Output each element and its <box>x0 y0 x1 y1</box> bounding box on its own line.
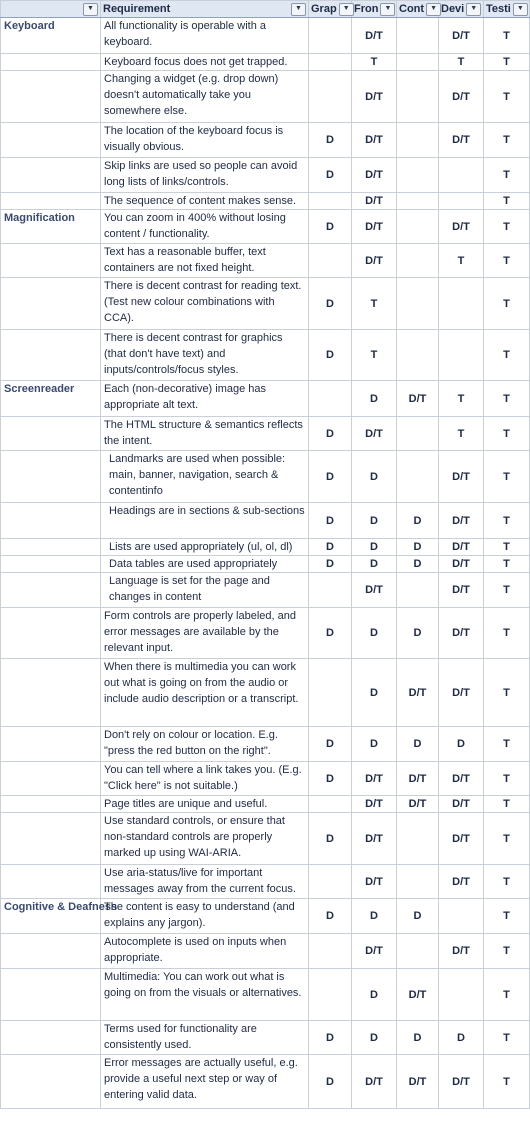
graphic-cell[interactable]: D <box>309 727 352 762</box>
requirement-cell[interactable]: There is decent contrast for reading text. (Test new colour combinations with CCA). <box>101 278 309 330</box>
front-cell[interactable]: D/T <box>352 796 397 813</box>
testing-cell[interactable]: T <box>484 539 530 556</box>
front-cell[interactable]: D/T <box>352 210 397 244</box>
requirement-cell[interactable]: When there is multimedia you can work out what is going on from the audio or include audio description or a transcript. <box>101 659 309 727</box>
testing-cell[interactable]: T <box>484 969 530 1021</box>
category-cell[interactable] <box>1 1021 101 1055</box>
testing-cell[interactable]: T <box>484 381 530 417</box>
content-cell[interactable] <box>397 123 439 158</box>
content-cell[interactable] <box>397 54 439 71</box>
content-cell[interactable]: D/T <box>397 659 439 727</box>
front-cell[interactable]: D/T <box>352 1055 397 1109</box>
table-row <box>1 193 530 210</box>
table-row <box>1 71 530 123</box>
testing-cell[interactable]: T <box>484 573 530 608</box>
requirement-cell[interactable]: The HTML structure & semantics reflects the intent. <box>101 417 309 451</box>
table-row <box>1 813 530 865</box>
table-row <box>1 158 530 193</box>
filter-dropdown-icon[interactable]: ▼ <box>513 3 528 16</box>
content-cell[interactable] <box>397 244 439 278</box>
table-body <box>1 18 530 1109</box>
testing-cell[interactable]: T <box>484 934 530 969</box>
category-cell[interactable]: Magnification <box>1 210 101 244</box>
testing-cell[interactable]: T <box>484 659 530 727</box>
front-cell[interactable]: D <box>352 539 397 556</box>
testing-cell[interactable]: T <box>484 417 530 451</box>
filter-dropdown-icon[interactable]: ▼ <box>466 3 481 16</box>
graphic-cell[interactable]: D <box>309 539 352 556</box>
front-cell[interactable]: D <box>352 503 397 539</box>
dev-cell[interactable] <box>439 330 484 381</box>
table-row <box>1 762 530 796</box>
content-cell[interactable]: D <box>397 727 439 762</box>
dev-cell[interactable] <box>439 158 484 193</box>
category-cell[interactable] <box>1 193 101 210</box>
dev-cell[interactable]: D/T <box>439 539 484 556</box>
requirement-cell[interactable]: Autocomplete is used on inputs when appropriate. <box>101 934 309 969</box>
header-content-label: Cont <box>399 3 425 15</box>
graphic-cell[interactable]: D <box>309 762 352 796</box>
requirement-cell[interactable]: Language is set for the page and changes in content <box>101 573 309 608</box>
requirement-cell[interactable]: Error messages are actually useful, e.g. provide a useful next step or way of entering valid data. <box>101 1055 309 1109</box>
testing-cell[interactable]: T <box>484 18 530 54</box>
requirement-cell[interactable]: Data tables are used appropriately <box>101 556 309 573</box>
requirement-cell[interactable]: Keyboard focus does not get trapped. <box>101 54 309 71</box>
table-row <box>1 244 530 278</box>
dev-cell[interactable] <box>439 193 484 210</box>
content-cell[interactable]: D <box>397 556 439 573</box>
front-cell[interactable]: T <box>352 54 397 71</box>
category-cell[interactable]: Keyboard <box>1 18 101 54</box>
requirement-cell[interactable]: Don't rely on colour or location. E.g. "press the red button on the right". <box>101 727 309 762</box>
category-cell[interactable] <box>1 503 101 539</box>
testing-cell[interactable]: T <box>484 762 530 796</box>
testing-cell[interactable]: T <box>484 608 530 659</box>
requirement-cell[interactable]: Page titles are unique and useful. <box>101 796 309 813</box>
dev-cell[interactable]: D/T <box>439 210 484 244</box>
dev-cell[interactable]: D/T <box>439 71 484 123</box>
dev-cell[interactable] <box>439 969 484 1021</box>
requirement-cell[interactable]: Form controls are properly labeled, and error messages are available by the relevant input. <box>101 608 309 659</box>
table-row <box>1 796 530 813</box>
graphic-cell[interactable] <box>309 934 352 969</box>
graphic-cell[interactable]: D <box>309 330 352 381</box>
graphic-cell[interactable]: D <box>309 1021 352 1055</box>
content-cell[interactable]: D/T <box>397 1055 439 1109</box>
dev-cell[interactable]: D/T <box>439 451 484 503</box>
requirement-cell[interactable]: Each (non-decorative) image has appropriate alt text. <box>101 381 309 417</box>
category-cell[interactable] <box>1 796 101 813</box>
category-cell[interactable] <box>1 278 101 330</box>
dev-cell[interactable]: D/T <box>439 659 484 727</box>
dev-cell[interactable] <box>439 899 484 934</box>
table-row <box>1 899 530 934</box>
front-cell[interactable]: D/T <box>352 762 397 796</box>
category-cell[interactable]: Screenreader <box>1 381 101 417</box>
graphic-cell[interactable]: D <box>309 556 352 573</box>
header-requirement[interactable] <box>101 1 309 18</box>
category-cell[interactable] <box>1 727 101 762</box>
table-row <box>1 123 530 158</box>
testing-cell[interactable]: T <box>484 1055 530 1109</box>
content-cell[interactable] <box>397 18 439 54</box>
front-cell[interactable]: D <box>352 451 397 503</box>
testing-cell[interactable]: T <box>484 278 530 330</box>
front-cell[interactable]: D/T <box>352 865 397 899</box>
header-testing-label: Testi <box>486 3 511 15</box>
content-cell[interactable]: D <box>397 503 439 539</box>
content-cell[interactable] <box>397 573 439 608</box>
content-cell[interactable]: D/T <box>397 762 439 796</box>
dev-cell[interactable]: D/T <box>439 503 484 539</box>
testing-cell[interactable]: T <box>484 71 530 123</box>
content-cell[interactable] <box>397 813 439 865</box>
dev-cell[interactable]: D/T <box>439 813 484 865</box>
header-testing[interactable] <box>484 1 530 18</box>
requirement-cell[interactable]: Skip links are used so people can avoid long lists of links/controls. <box>101 158 309 193</box>
category-cell[interactable] <box>1 573 101 608</box>
requirement-cell[interactable]: Changing a widget (e.g. drop down) doesn't automatically take you somewhere else. <box>101 71 309 123</box>
graphic-cell[interactable]: D <box>309 158 352 193</box>
table-row <box>1 969 530 1021</box>
header-front-label: Fron <box>354 3 379 15</box>
header-requirement-label: Requirement <box>103 3 171 15</box>
dev-cell[interactable]: T <box>439 244 484 278</box>
front-cell[interactable]: D/T <box>352 573 397 608</box>
dev-cell[interactable]: T <box>439 54 484 71</box>
testing-cell[interactable]: T <box>484 1021 530 1055</box>
content-cell[interactable] <box>397 934 439 969</box>
testing-cell[interactable]: T <box>484 503 530 539</box>
category-cell[interactable] <box>1 539 101 556</box>
dev-cell[interactable]: D/T <box>439 865 484 899</box>
category-cell[interactable] <box>1 608 101 659</box>
category-cell[interactable] <box>1 556 101 573</box>
filter-dropdown-icon[interactable]: ▼ <box>83 3 98 16</box>
graphic-cell[interactable]: D <box>309 417 352 451</box>
category-cell[interactable] <box>1 71 101 123</box>
requirement-cell[interactable]: There is decent contrast for graphics (that don't have text) and inputs/controls/focus styles. <box>101 330 309 381</box>
table-row <box>1 727 530 762</box>
table-row <box>1 934 530 969</box>
graphic-cell[interactable] <box>309 969 352 1021</box>
front-cell[interactable]: D <box>352 556 397 573</box>
filter-dropdown-icon[interactable]: ▼ <box>426 3 441 16</box>
content-cell[interactable]: D <box>397 899 439 934</box>
header-graphic-label: Grap <box>311 3 337 15</box>
content-cell[interactable] <box>397 278 439 330</box>
front-cell[interactable]: T <box>352 330 397 381</box>
requirement-cell[interactable]: Terms used for functionality are consistently used. <box>101 1021 309 1055</box>
table-row <box>1 539 530 556</box>
content-cell[interactable] <box>397 865 439 899</box>
testing-cell[interactable]: T <box>484 54 530 71</box>
testing-cell[interactable]: T <box>484 813 530 865</box>
front-cell[interactable]: D/T <box>352 193 397 210</box>
graphic-cell[interactable] <box>309 244 352 278</box>
testing-cell[interactable]: T <box>484 451 530 503</box>
testing-cell[interactable]: T <box>484 899 530 934</box>
front-cell[interactable]: T <box>352 278 397 330</box>
graphic-cell[interactable] <box>309 865 352 899</box>
filter-dropdown-icon[interactable]: ▼ <box>380 3 395 16</box>
testing-cell[interactable]: T <box>484 210 530 244</box>
category-cell[interactable] <box>1 158 101 193</box>
graphic-cell[interactable] <box>309 54 352 71</box>
graphic-cell[interactable]: D <box>309 451 352 503</box>
dev-cell[interactable]: D/T <box>439 608 484 659</box>
testing-cell[interactable]: T <box>484 123 530 158</box>
content-cell[interactable] <box>397 417 439 451</box>
content-cell[interactable]: D <box>397 539 439 556</box>
requirement-cell[interactable]: Text has a reasonable buffer, text containers are not fixed height. <box>101 244 309 278</box>
requirement-cell[interactable]: Use aria-status/live for important messages away from the current focus. <box>101 865 309 899</box>
content-cell[interactable] <box>397 193 439 210</box>
dev-cell[interactable]: D/T <box>439 573 484 608</box>
category-cell[interactable] <box>1 54 101 71</box>
table-row <box>1 18 530 54</box>
header-dev[interactable] <box>439 1 484 18</box>
category-cell[interactable] <box>1 813 101 865</box>
front-cell[interactable]: D <box>352 381 397 417</box>
table-row <box>1 381 530 417</box>
graphic-cell[interactable] <box>309 796 352 813</box>
requirement-cell[interactable]: The content is easy to understand (and explains any jargon). <box>101 899 309 934</box>
category-cell[interactable] <box>1 969 101 1021</box>
category-cell[interactable] <box>1 330 101 381</box>
table-row <box>1 659 530 727</box>
category-cell[interactable] <box>1 244 101 278</box>
header-graphic[interactable] <box>309 1 352 18</box>
testing-cell[interactable]: T <box>484 244 530 278</box>
front-cell[interactable]: D/T <box>352 934 397 969</box>
filter-dropdown-icon[interactable]: ▼ <box>291 3 306 16</box>
requirement-cell[interactable]: All functionality is operable with a keyboard. <box>101 18 309 54</box>
dev-cell[interactable] <box>439 278 484 330</box>
content-cell[interactable] <box>397 451 439 503</box>
content-cell[interactable] <box>397 158 439 193</box>
graphic-cell[interactable]: D <box>309 123 352 158</box>
testing-cell[interactable]: T <box>484 193 530 210</box>
graphic-cell[interactable] <box>309 18 352 54</box>
testing-cell[interactable]: T <box>484 158 530 193</box>
content-cell[interactable] <box>397 330 439 381</box>
requirement-cell[interactable]: The sequence of content makes sense. <box>101 193 309 210</box>
graphic-cell[interactable]: D <box>309 813 352 865</box>
header-content[interactable] <box>397 1 439 18</box>
table-row <box>1 278 530 330</box>
requirement-cell[interactable]: Lists are used appropriately (ul, ol, dl) <box>101 539 309 556</box>
content-cell[interactable] <box>397 71 439 123</box>
table-row <box>1 1021 530 1055</box>
table-row <box>1 608 530 659</box>
dev-cell[interactable]: D/T <box>439 1055 484 1109</box>
front-cell[interactable]: D/T <box>352 158 397 193</box>
table-row <box>1 451 530 503</box>
requirement-cell[interactable]: Multimedia: You can work out what is going on from the visuals or alternatives. <box>101 969 309 1021</box>
graphic-cell[interactable]: D <box>309 503 352 539</box>
front-cell[interactable]: D <box>352 608 397 659</box>
testing-cell[interactable]: T <box>484 727 530 762</box>
table-row <box>1 1055 530 1109</box>
front-cell[interactable]: D <box>352 1021 397 1055</box>
header-front[interactable] <box>352 1 397 18</box>
category-cell[interactable]: Cognitive & Deafness <box>1 899 101 934</box>
requirement-cell[interactable]: Use standard controls, or ensure that non-standard controls are properly marked up using WAI-ARIA. <box>101 813 309 865</box>
graphic-cell[interactable] <box>309 659 352 727</box>
header-dev-label: Devi <box>441 3 465 15</box>
graphic-cell[interactable]: D <box>309 608 352 659</box>
header-row <box>1 1 530 18</box>
front-cell[interactable]: D/T <box>352 417 397 451</box>
graphic-cell[interactable]: D <box>309 278 352 330</box>
graphic-cell[interactable]: D <box>309 210 352 244</box>
requirement-cell[interactable]: You can zoom in 400% without losing content / functionality. <box>101 210 309 244</box>
table-row <box>1 417 530 451</box>
content-cell[interactable]: D/T <box>397 381 439 417</box>
dev-cell[interactable]: D <box>439 727 484 762</box>
table-header <box>1 1 530 18</box>
dev-cell[interactable]: D/T <box>439 934 484 969</box>
category-cell[interactable] <box>1 659 101 727</box>
dev-cell[interactable]: D/T <box>439 18 484 54</box>
dev-cell[interactable]: D/T <box>439 123 484 158</box>
graphic-cell[interactable]: D <box>309 899 352 934</box>
graphic-cell[interactable] <box>309 573 352 608</box>
category-cell[interactable] <box>1 123 101 158</box>
category-cell[interactable] <box>1 1055 101 1109</box>
table-row <box>1 210 530 244</box>
table-row <box>1 556 530 573</box>
category-cell[interactable] <box>1 865 101 899</box>
header-category[interactable] <box>1 1 101 18</box>
requirement-cell[interactable]: Headings are in sections & sub-sections <box>101 503 309 539</box>
dev-cell[interactable]: T <box>439 381 484 417</box>
front-cell[interactable]: D/T <box>352 244 397 278</box>
filter-dropdown-icon[interactable]: ▼ <box>339 3 354 16</box>
category-cell[interactable] <box>1 934 101 969</box>
requirement-cell[interactable]: Landmarks are used when possible: main, banner, navigation, search & contentinfo <box>101 451 309 503</box>
category-cell[interactable] <box>1 762 101 796</box>
front-cell[interactable]: D/T <box>352 123 397 158</box>
front-cell[interactable]: D/T <box>352 71 397 123</box>
requirement-cell[interactable]: The location of the keyboard focus is visually obvious. <box>101 123 309 158</box>
requirement-cell[interactable]: You can tell where a link takes you. (E.g. "Click here" is not suitable.) <box>101 762 309 796</box>
testing-cell[interactable]: T <box>484 330 530 381</box>
content-cell[interactable]: D <box>397 608 439 659</box>
content-cell[interactable]: D/T <box>397 796 439 813</box>
graphic-cell[interactable] <box>309 381 352 417</box>
dev-cell[interactable]: D/T <box>439 762 484 796</box>
dev-cell[interactable]: D <box>439 1021 484 1055</box>
content-cell[interactable]: D/T <box>397 969 439 1021</box>
testing-cell[interactable]: T <box>484 796 530 813</box>
graphic-cell[interactable] <box>309 193 352 210</box>
table-row <box>1 503 530 539</box>
front-cell[interactable]: D <box>352 969 397 1021</box>
front-cell[interactable]: D <box>352 727 397 762</box>
front-cell[interactable]: D/T <box>352 813 397 865</box>
table-row <box>1 865 530 899</box>
dev-cell[interactable]: D/T <box>439 796 484 813</box>
dev-cell[interactable]: T <box>439 417 484 451</box>
testing-cell[interactable]: T <box>484 556 530 573</box>
graphic-cell[interactable] <box>309 71 352 123</box>
front-cell[interactable]: D <box>352 899 397 934</box>
dev-cell[interactable]: D/T <box>439 556 484 573</box>
testing-cell[interactable]: T <box>484 865 530 899</box>
content-cell[interactable] <box>397 210 439 244</box>
front-cell[interactable]: D <box>352 659 397 727</box>
category-cell[interactable] <box>1 451 101 503</box>
category-cell[interactable] <box>1 417 101 451</box>
front-cell[interactable]: D/T <box>352 18 397 54</box>
graphic-cell[interactable]: D <box>309 1055 352 1109</box>
table-row <box>1 573 530 608</box>
content-cell[interactable]: D <box>397 1021 439 1055</box>
table-row <box>1 330 530 381</box>
table-row <box>1 54 530 71</box>
